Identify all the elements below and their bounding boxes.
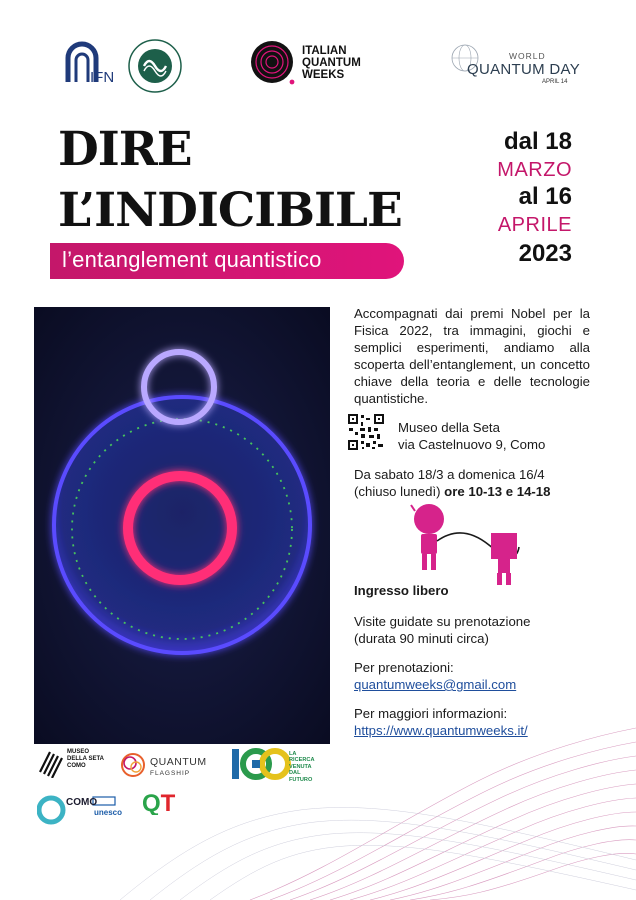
university-seal-icon <box>127 38 183 94</box>
como-text: COMO <box>66 797 98 808</box>
page-subtitle: l’entanglement quantistico <box>62 247 322 272</box>
qr-code-icon[interactable] <box>347 413 385 451</box>
booking-email-link[interactable]: quantumweeks@gmail.com <box>354 677 517 692</box>
date-from-month: MARZO <box>497 159 572 181</box>
venue-address: via Castelnuovo 9, Como <box>398 437 546 452</box>
guided-tours: Visite guidate su prenotazione (durata 90 minuti circa) <box>354 614 531 646</box>
schedule-dates: Da sabato 18/3 a domenica 16/4 <box>354 467 545 482</box>
page-title-line-2: L’INDICIBILE <box>58 183 402 238</box>
world-quantum-day-world: WORLD <box>509 51 546 61</box>
infn-anniversary-logo <box>230 747 410 781</box>
venue-name: Museo della Seta <box>398 420 500 435</box>
booking-label: Per prenotazioni: <box>354 660 454 675</box>
free-entry: Ingresso libero <box>354 583 449 598</box>
intro-text: Accompagnati dai premi Nobel per la Fisica 2022, tra immagini, giochi e semplici esperimenti, andiamo alla scoperta dell’entanglement, un concetto chiave della teoria e delle tecnologie quantistiche. <box>354 306 590 406</box>
schedule-hours: ore 10-13 e 14-18 <box>444 484 551 499</box>
infn-logo <box>62 40 122 86</box>
entanglement-photo <box>34 307 330 744</box>
infn-logo-text: IFN <box>90 69 115 86</box>
quantum-flagship-icon <box>118 750 148 780</box>
schedule <box>354 466 590 500</box>
more-info-label: Per maggiori informazioni: <box>354 706 508 721</box>
date-year: 2023 <box>518 240 572 267</box>
schedule-hours-line: (chiuso lunedì) ore 10-13 e 14-18 <box>354 484 551 499</box>
entangled-robots-icon <box>410 503 540 587</box>
italian-quantum-weeks-text: ITALIAN QUANTUM WEEKS <box>302 45 361 81</box>
unesco-text: unesco <box>94 808 123 817</box>
date-from: dal 18 <box>503 128 572 155</box>
world-quantum-day-title: QUANTUM DAY <box>467 61 581 78</box>
date-to: al 16 <box>518 183 572 210</box>
world-quantum-day-date: APRIL 14 <box>542 79 568 85</box>
qt-logo <box>142 789 186 815</box>
infn-anniversary-text: LA RICERCA VENUTA DAL FUTURO <box>289 751 315 783</box>
booking <box>354 659 590 693</box>
more-info-link[interactable]: https://www.quantumweeks.it/ <box>354 723 528 738</box>
quantum-flagship-text: QUANTUM FLAGSHIP <box>150 756 207 777</box>
svg-text:QT: QT <box>142 790 176 815</box>
date-to-month: APRILE <box>497 214 572 236</box>
museo-della-seta-text: MUSEO DELLA SETA COMO <box>67 749 104 769</box>
venue <box>398 419 545 453</box>
page-title-line-1: DIRE <box>58 122 192 177</box>
